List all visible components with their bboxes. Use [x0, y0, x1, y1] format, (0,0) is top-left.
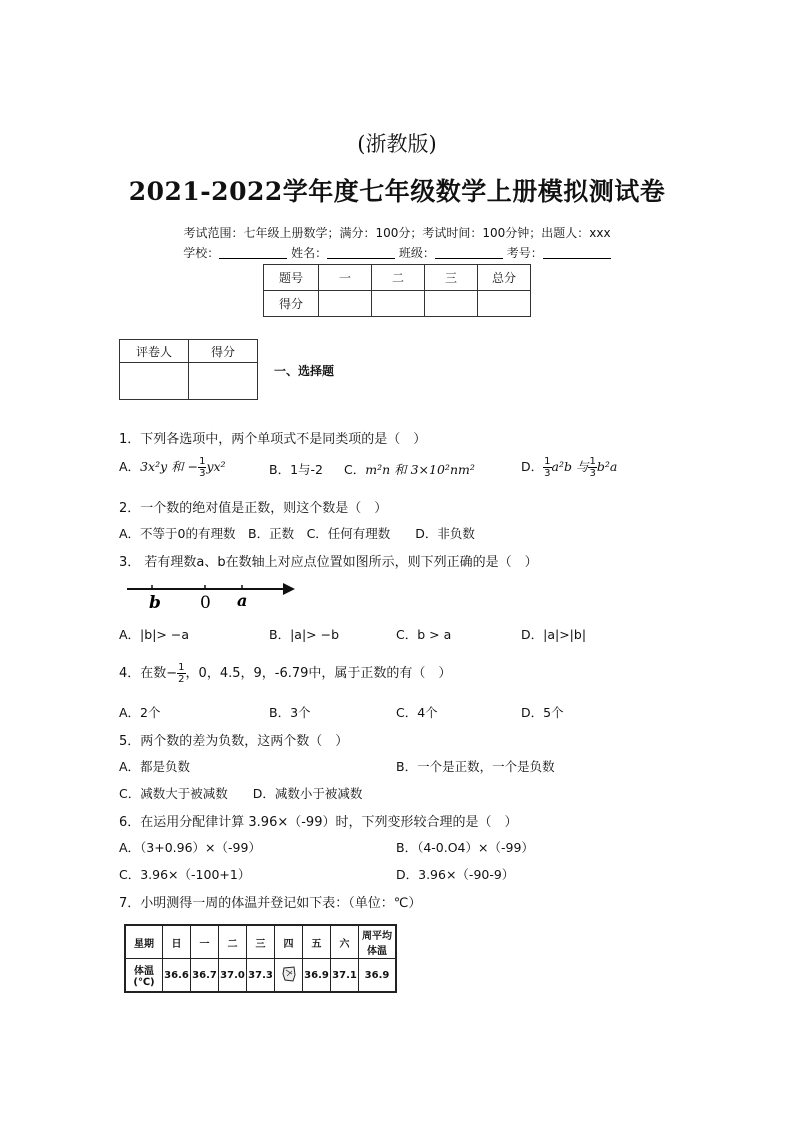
q1-a-text2: yx² — [206, 459, 226, 474]
id-label: 考号： — [506, 246, 543, 260]
q6-option-d[interactable]: D．3.96×（-90-9） — [396, 867, 515, 882]
class-label: 班级： — [398, 246, 435, 260]
score-table — [263, 264, 531, 317]
temp-header-cell: 五 — [303, 925, 331, 959]
question-6-stem: 6．在运用分配律计算 3.96×（-99）时，下列变形较合理的是（ ） — [119, 815, 518, 830]
frac-num: 1 — [589, 456, 596, 467]
q1-d-text2: b²a — [596, 459, 618, 474]
temp-value-cell: 37.3 — [247, 959, 275, 993]
score-cell[interactable] — [319, 291, 372, 317]
question-7-stem: 7．小明测得一周的体温并登记如下表：（单位：℃） — [119, 896, 422, 911]
temp-header-cell: 六 — [331, 925, 359, 959]
temp-value-cell: 37.0 — [219, 959, 247, 993]
option-label: C． — [344, 462, 366, 477]
frac-den: 3 — [199, 468, 206, 479]
q6-option-c[interactable]: C．3.96×（-100+1） — [119, 867, 251, 882]
axis-label-b: b — [149, 593, 161, 612]
grader-table — [119, 339, 258, 400]
option-label: A． — [119, 459, 141, 474]
q3-option-c[interactable]: C．b > a — [396, 627, 452, 642]
q2-options[interactable]: A．不等于0的有理数 B．正数 C．任何有理数 D．非负数 — [119, 526, 475, 541]
q3-option-d[interactable]: D．|a|>|b| — [521, 627, 587, 642]
fraction — [588, 456, 596, 479]
q4-option-a[interactable]: A．2个 — [119, 705, 161, 720]
q5-option-cd[interactable]: C．减数大于被减数 D．减数小于被减数 — [119, 786, 363, 801]
q1-option-b[interactable]: B．1与-2 — [269, 462, 323, 477]
option-label: D． — [521, 459, 544, 474]
score-cell[interactable] — [372, 291, 425, 317]
q3-option-b[interactable]: B．|a|> −b — [269, 627, 340, 642]
q4-option-d[interactable]: D．5个 — [521, 705, 564, 720]
temp-value-cell: 36.6 — [163, 959, 191, 993]
temp-avg-cell: 36.9 — [359, 959, 397, 993]
question-4-stem — [119, 662, 451, 685]
fraction — [543, 456, 551, 479]
grader-header: 评卷人 — [120, 340, 189, 363]
q5-option-b[interactable]: B．一个是正数，一个是负数 — [396, 759, 555, 774]
score-cell[interactable] — [478, 291, 531, 317]
exam-title: 2021-2022学年度七年级数学上册模拟测试卷 — [128, 177, 666, 206]
name-label: 姓名： — [291, 246, 328, 260]
q4-stem-post: ，0，4.5，9，-6.79中，属于正数的有（ ） — [185, 666, 452, 681]
temp-header-cell: 二 — [219, 925, 247, 959]
question-2-stem: 2．一个数的绝对值是正数，则这个数是（ ） — [119, 501, 388, 516]
q1-c-text: m²n 和 3×10²nm² — [365, 462, 475, 477]
school-label: 学校： — [183, 246, 220, 260]
class-blank[interactable] — [435, 246, 503, 259]
temp-value-cell: 36.9 — [303, 959, 331, 993]
q1-d-text: a²b 与 — [551, 459, 589, 474]
grader-score-cell[interactable] — [189, 363, 258, 400]
temp-header-cell: 星期 — [125, 925, 163, 959]
temp-header-cell: 日 — [163, 925, 191, 959]
frac-den: 2 — [178, 674, 185, 685]
frac-num: 1 — [178, 662, 185, 673]
temp-value-cell: 36.7 — [191, 959, 219, 993]
q3-option-a[interactable]: A．|b|> −a — [119, 627, 189, 642]
frac-num: 1 — [544, 456, 551, 467]
score-header-cell: 总分 — [478, 265, 531, 291]
score-header-cell: 一 — [319, 265, 372, 291]
score-cell[interactable] — [425, 291, 478, 317]
number-line-figure — [125, 578, 305, 612]
id-blank[interactable] — [543, 246, 611, 259]
ink-blot-icon — [281, 965, 297, 983]
q4-option-c[interactable]: C．4个 — [396, 705, 438, 720]
score-header-cell: 三 — [425, 265, 478, 291]
q4-option-b[interactable]: B．3个 — [269, 705, 311, 720]
score-header-cell: 二 — [372, 265, 425, 291]
arrow-head-icon — [283, 583, 295, 595]
temp-row-label: 体温(℃) — [125, 959, 163, 993]
temp-value-cell: 37.1 — [331, 959, 359, 993]
q1-option-a[interactable] — [119, 456, 226, 479]
q5-option-a[interactable]: A．都是负数 — [119, 759, 191, 774]
school-blank[interactable] — [219, 246, 287, 259]
smudged-cell — [275, 959, 303, 993]
temp-header-cell: 四 — [275, 925, 303, 959]
grader-cell[interactable] — [120, 363, 189, 400]
frac-num: 1 — [199, 456, 206, 467]
question-5-stem: 5．两个数的差为负数，这两个数（ ） — [119, 734, 349, 749]
score-header-cell: 题号 — [264, 265, 319, 291]
score-row-label: 得分 — [264, 291, 319, 317]
question-3-stem: 3． 若有理数a、b在数轴上对应点位置如图所示，则下列正确的是（ ） — [119, 555, 538, 570]
q1-a-text: 3x²y 和 − — [140, 459, 199, 474]
q4-stem-pre: 4．在数− — [119, 666, 178, 681]
grader-score-header: 得分 — [189, 340, 258, 363]
axis-label-a: a — [237, 591, 248, 610]
temp-header-cell: 一 — [191, 925, 219, 959]
edition-label: (浙教版) — [357, 132, 437, 156]
axis-label-zero: 0 — [200, 593, 211, 612]
q6-option-b[interactable]: B．（4-0.O4）×（-99） — [396, 840, 534, 855]
section-title: 一、选择题 — [274, 364, 335, 378]
exam-info: 考试范围：七年级上册数学；满分：100分；考试时间：100分钟；出题人：xxx — [183, 226, 611, 240]
frac-den: 3 — [544, 468, 551, 479]
fraction — [177, 662, 185, 685]
temp-header-cell: 周平均体温 — [359, 925, 397, 959]
student-fields — [0, 244, 794, 261]
temperature-table — [124, 924, 397, 993]
temp-header-cell: 三 — [247, 925, 275, 959]
q1-option-d[interactable] — [521, 456, 617, 479]
q1-option-c[interactable] — [344, 460, 475, 478]
frac-den: 3 — [589, 468, 596, 479]
name-blank[interactable] — [327, 246, 395, 259]
question-1-stem: 1．下列各选项中，两个单项式不是同类项的是（ ） — [119, 432, 427, 447]
q6-option-a[interactable]: A．（3+0.96）×（-99） — [119, 840, 261, 855]
